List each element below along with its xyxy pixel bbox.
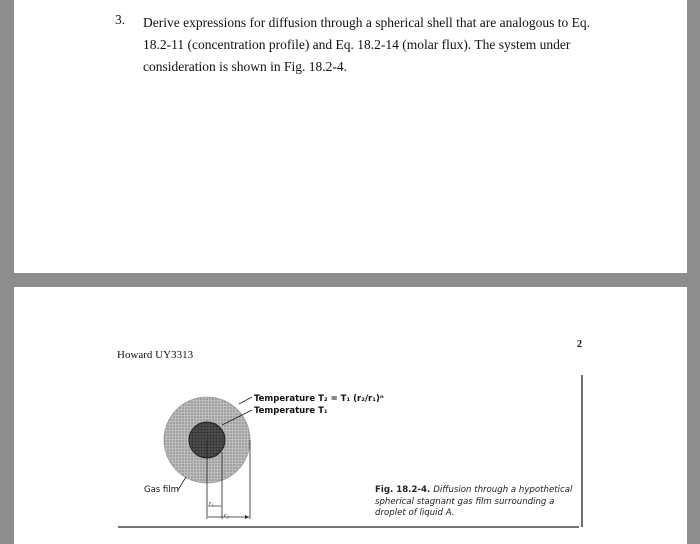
figure-diagram <box>14 287 687 544</box>
question-number: 3. <box>115 12 126 27</box>
caption-text: Diffusion through a hypothetical spherical stagnant gas film surrounding a droplet of liquid A. <box>375 485 573 518</box>
label-r2: r₂ <box>224 512 229 519</box>
page-2 <box>14 287 687 544</box>
leader-gas-film <box>178 477 186 490</box>
label-gas-film: Gas film <box>144 485 179 495</box>
page-1 <box>14 0 687 273</box>
caption-label: Fig. 18.2-4. <box>375 485 431 495</box>
page-number: 2 <box>577 339 582 350</box>
question-text: Derive expressions for diffusion through a spherical shell that are analogous to Eq. 18.2-11 (concentration profile) and Eq. 18.2-14 (molar flux). The system under consideration is shown in Fig. 18.2-4. <box>143 15 591 74</box>
figure-caption <box>375 485 585 520</box>
leader-temp2 <box>239 397 252 404</box>
label-temperature-1: Temperature T₁ <box>254 406 328 416</box>
label-r1: r₁ <box>209 500 214 507</box>
label-temperature-2: Temperature T₂ = T₁ (r₂/r₁)ⁿ <box>254 394 384 404</box>
page-header: Howard UY3313 <box>117 349 194 361</box>
